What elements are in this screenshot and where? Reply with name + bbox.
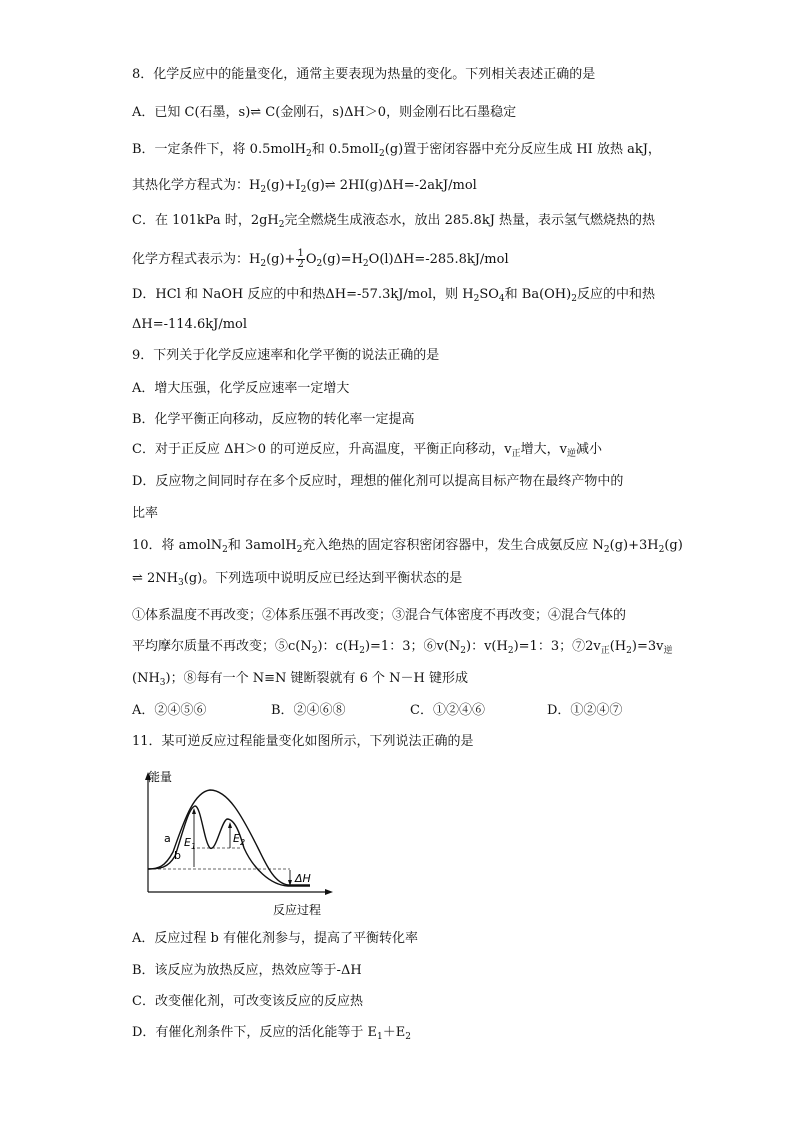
q10-statements-line1: ①体系温度不再改变；②体系压强不再改变；③混合气体密度不再改变；④混合气体的 [132,608,627,623]
q11-option-d: D．有催化剂条件下，反应的活化能等于 $E_1+E_2$ [132,1025,412,1042]
q10-stem-line1: 10．将 amolN$_2$和 3amolH$_2$充入绝热的固定容积密闭容器中，发生合成氨反应 $N_2(g)+3H_2(g)$ [132,538,683,555]
curve-b [148,806,310,886]
q11-option-b: B．该反应为放热反应，热效应等于-ΔH [132,963,362,978]
q9-option-d-line2: 比率 [132,506,159,521]
e1-label: $E_1$ [184,836,197,851]
q10-option-b: B．②④⑥⑧ [271,703,346,718]
q8-option-c-line1: C．在 101kPa 时，$2gH_2$完全燃烧生成液态水，放出 285.8kJ 热量，表示氢气燃烧热的热 [132,213,656,230]
curve-a [148,790,310,885]
one-half-fraction: $\frac{1}{2}$ [297,248,304,270]
e2-arrow-head [228,822,232,828]
q10-option-c: C．①②④⑥ [410,703,485,718]
q8-option-b-line2: 其热化学方程式为：$H_2(g)+I_2(g)\rightleftharpoons$ 2HI(g)ΔH=-2akJ/mol [132,178,477,195]
q8-option-c-line2: 化学方程式表示为：$H_2(g)+$ $\frac{1}{2}$ $O_2(g)=H_2O(l)\Delta H=-285.8kJ$/mol [132,248,509,270]
y-axis-label: 能量 [148,770,173,784]
q8-option-d-line1: D．HCl 和 NaOH 反应的中和热ΔH=-57.3kJ/mol，则 $H_2SO_4$和 $Ba(OH)_2$反应的中和热 [132,287,655,304]
q9-option-c: C．对于正反应 ΔH＞0 的可逆反应，升高温度，平衡正向移动，$v_正$增大，$v_逆$减小 [132,442,602,459]
q9-option-d-line1: D．反应物之间同时存在多个反应时，理想的催化剂可以提高目标产物在最终产物中的 [132,474,624,489]
e1-arrow-head [192,808,196,814]
q8-stem: 8．化学反应中的能量变化，通常主要表现为热量的变化。下列相关表述正确的是 [132,67,596,82]
q8-option-b-line1: B．一定条件下，将 0.5molH$_2$和 0.5molI$_2$(g)置于密闭容器中充分反应生成 HI 放热 akJ， [132,142,661,159]
q10-option-d: D．①②④⑦ [547,703,623,718]
x-axis-label: 反应过程 [273,903,322,917]
q11-option-a: A．反应过程 b 有催化剂参与，提高了平衡转化率 [132,931,418,946]
q11-stem: 11．某可逆反应过程能量变化如图所示，下列说法正确的是 [132,734,474,749]
q9-stem: 9．下列关于化学反应速率和化学平衡的说法正确的是 [132,348,440,363]
q10-statements-line2: 平均摩尔质量不再改变；$⑤c(N_2)$：$c(H_2)=1$：3；$⑥v(N_2)$：$v(H_2)=1$：3；$⑦2v_正(H_2)=3v_逆$ [132,639,673,656]
q8-option-d-line2: ΔH=-114.6kJ/mol [132,317,248,332]
e2-label: $E_2$ [233,832,246,847]
curve-a-label: a [164,832,171,845]
q10-options [132,702,692,720]
q11-option-c: C．改变催化剂，可改变该反应的反应热 [132,994,363,1009]
q10-option-a: A．②④⑤⑥ [132,703,207,718]
q9-option-b: B．化学平衡正向移动，反应物的转化率一定提高 [132,412,415,427]
q10-statements-line3: $(NH_3)$；⑧每有一个 N≡N 键断裂就有 6 个 N－H 键形成 [132,671,469,688]
curve-b-label: b [174,849,181,862]
energy-profile-diagram [140,764,360,922]
x-axis-arrow [325,889,333,895]
q8-option-a: A．已知 C(石墨，s)⇌ C(金刚石，s)ΔH＞0，则金刚石比石墨稳定 [132,105,517,120]
q9-option-a: A．增大压强，化学反应速率一定增大 [132,381,350,396]
q10-stem-line2: ⇌ $2NH_3(g)$。下列选项中说明反应已经达到平衡状态的是 [132,571,463,588]
delta-h-label: ΔH [295,872,311,885]
